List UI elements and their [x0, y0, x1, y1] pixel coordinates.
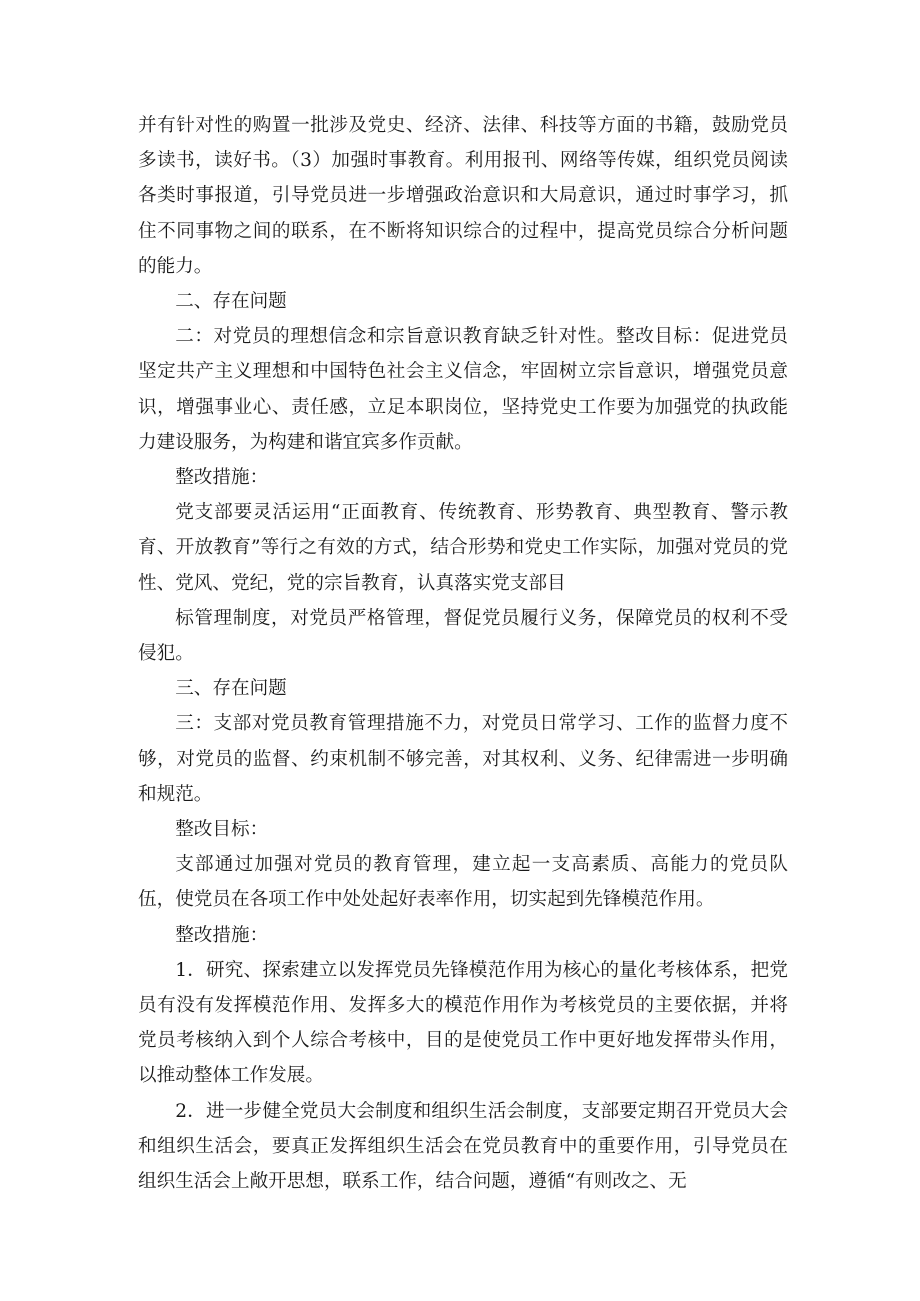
subheading-goal: 整改目标：	[175, 819, 269, 841]
paragraph-measures-2-cont: 标管理制度，对党员严格管理，督促党员履行义务，保障党员的权利不受侵犯。	[138, 607, 788, 665]
paragraph-measures-2: 党支部要灵活运用“正面教育、传统教育、形势教育、典型教育、警示教育、开放教育”等行之有效的方式，结合形势和党史工作实际，加强对党员的党性、党风、党纪，党的宗旨教育，认真落实党支部目	[138, 502, 788, 594]
subheading-measures: 整改措施：	[175, 924, 269, 946]
section-heading-2: 二、存在问题	[175, 291, 287, 313]
paragraph-continuation: 并有针对性的购置一批涉及党史、经济、法律、科技等方面的书籍，鼓励党员多读书，读好书。（3）加强时事教育。利用报刊、网络等传媒，组织党员阅读各类时事报道，引导党员进一步增强政治意识和大局意识，通过时事学习，抓住不同事物之间的联系，在不断将知识综合的过程中，提高党员综合分析问题的能力。	[138, 115, 788, 277]
list-item-2: 2．进一步健全党员大会制度和组织生活会制度，支部要定期召开党员大会和组织生活会，要真正发挥组织生活会在党员教育中的重要作用，引导党员在组织生活会上敞开思想，联系工作，结合问题，遵循“有则改之、无	[138, 1100, 788, 1193]
paragraph-goal-3: 支部通过加强对党员的教育管理，建立起一支高素质、高能力的党员队伍，使党员在各项工作中处处起好表率作用，切实起到先锋模范作用。	[138, 854, 788, 911]
paragraph-problem-2: 二：对党员的理想信念和宗旨意识教育缺乏针对性。整改目标：促进党员坚定共产主义理想和中国特色社会主义信念，牢固树立宗旨意识，增强党员意识，增强事业心、责任感，立足本职岗位，坚持党史工作要为加强党的执政能力建设服务，为构建和谐宜宾多作贡献。	[138, 326, 788, 453]
subheading-measures: 整改措施：	[175, 467, 269, 489]
paragraph-problem-3: 三：支部对党员教育管理措施不力，对党员日常学习、工作的监督力度不够，对党员的监督、约束机制不够完善，对其权利、义务、纪律需进一步明确和规范。	[138, 713, 788, 805]
section-heading-3: 三、存在问题	[175, 678, 287, 700]
list-item-1: 1．研究、探索建立以发挥党员先锋模范作用为核心的量化考核体系，把党员有没有发挥模范作用、发挥多大的模范作用作为考核党员的主要依据，并将党员考核纳入到个人综合考核中，目的是使党员工作中更好地发挥带头作用，以推动整体工作发展。	[138, 959, 788, 1087]
document-body	[138, 108, 788, 1199]
